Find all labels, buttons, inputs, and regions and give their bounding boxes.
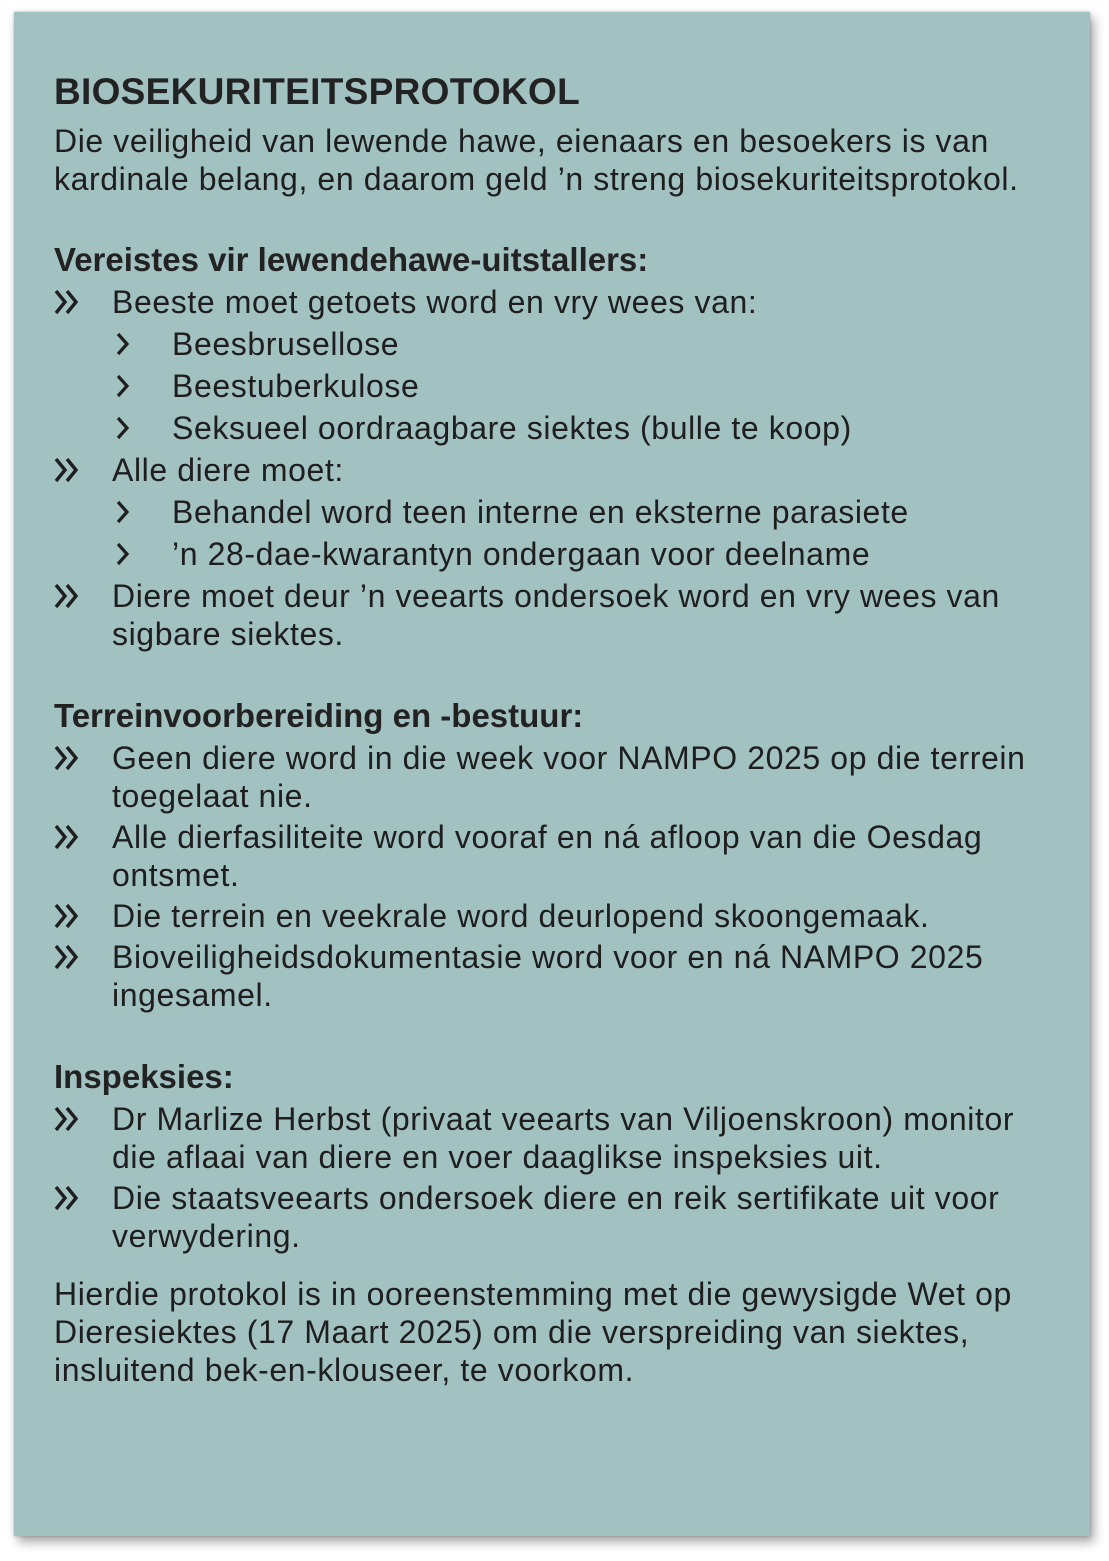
double-chevron-right-icon [54, 288, 80, 316]
chevron-right-icon [116, 373, 130, 399]
section-heading-exhibitor-requirements: Vereistes vir lewendehawe-uitstallers: [54, 241, 649, 278]
list-item [54, 818, 1050, 894]
sub-list-item-text: Beesbrusellose [172, 326, 400, 362]
list-item-text: Die staatsveearts ondersoek diere en reik sertifikate uit voor verwydering. [112, 1180, 1000, 1254]
list-item [54, 739, 1050, 815]
list-item [54, 897, 1050, 935]
double-chevron-right-icon [54, 582, 80, 610]
double-chevron-right-icon [54, 943, 80, 971]
list-item-text: Beeste moet getoets word en vry wees van: [112, 284, 758, 320]
site-preparation-list [54, 739, 1050, 1014]
chevron-right-icon [116, 415, 130, 441]
footer-paragraph: Hierdie protokol is in ooreenstemming met die gewysigde Wet op Dieresiektes (17 Maart 2025) om die verspreiding van siektes, insluitend bek-en-klouseer, te voorkom. [54, 1276, 1012, 1388]
list-item [54, 1179, 1050, 1255]
double-chevron-right-icon [54, 744, 80, 772]
list-item-text: Geen diere word in die week voor NAMPO 2025 op die terrein toegelaat nie. [112, 740, 1026, 814]
sub-list-item-text: Beestuberkulose [172, 368, 420, 404]
list-item [54, 283, 1050, 447]
list-item-text: Diere moet deur ’n veearts ondersoek word en vry wees van sigbare siektes. [112, 578, 1000, 652]
list-item-text: Die terrein en veekrale word deurlopend skoongemaak. [112, 898, 930, 934]
sub-list-item [112, 493, 1050, 531]
list-item [54, 451, 1050, 573]
double-chevron-right-icon [54, 1105, 80, 1133]
chevron-right-icon [116, 499, 130, 525]
sub-list-item [112, 367, 1050, 405]
intro-paragraph: Die veiligheid van lewende hawe, eienaars en besoekers is van kardinale belang, en daarom geld ’n streng biosekuriteitsprotokol. [54, 123, 1019, 197]
double-chevron-right-icon [54, 902, 80, 930]
chevron-right-icon [116, 541, 130, 567]
exhibitor-requirements-list [54, 283, 1050, 653]
double-chevron-right-icon [54, 456, 80, 484]
list-item-text: Alle dierfasiliteite word vooraf en ná afloop van die Oesdag ontsmet. [112, 819, 983, 893]
list-item-text: Dr Marlize Herbst (privaat veearts van Viljoenskroon) monitor die aflaai van diere en voer daaglikse inspeksies uit. [112, 1101, 1015, 1175]
section-heading-inspections: Inspeksies: [54, 1058, 234, 1095]
sub-list-item-text: Behandel word teen interne en eksterne parasiete [172, 494, 909, 530]
sub-list-item [112, 535, 1050, 573]
sub-list [112, 325, 1050, 447]
double-chevron-right-icon [54, 823, 80, 851]
list-item-text: Bioveiligheidsdokumentasie word voor en ná NAMPO 2025 ingesamel. [112, 939, 984, 1013]
list-item [54, 577, 1050, 653]
page-title: BIOSEKURITEITSPROTOKOL [54, 71, 581, 112]
sub-list-item-text: ’n 28-dae-kwarantyn ondergaan voor deelname [172, 536, 871, 572]
sub-list [112, 493, 1050, 573]
sub-list-item [112, 409, 1050, 447]
chevron-right-icon [116, 331, 130, 357]
double-chevron-right-icon [54, 1184, 80, 1212]
list-item [54, 1100, 1050, 1176]
sub-list-item-text: Seksueel oordraagbare siektes (bulle te koop) [172, 410, 852, 446]
sub-list-item [112, 325, 1050, 363]
inspections-list [54, 1100, 1050, 1255]
list-item [54, 938, 1050, 1014]
section-heading-site-preparation: Terreinvoorbereiding en -bestuur: [54, 697, 584, 734]
protocol-card [14, 12, 1090, 1536]
list-item-text: Alle diere moet: [112, 452, 344, 488]
